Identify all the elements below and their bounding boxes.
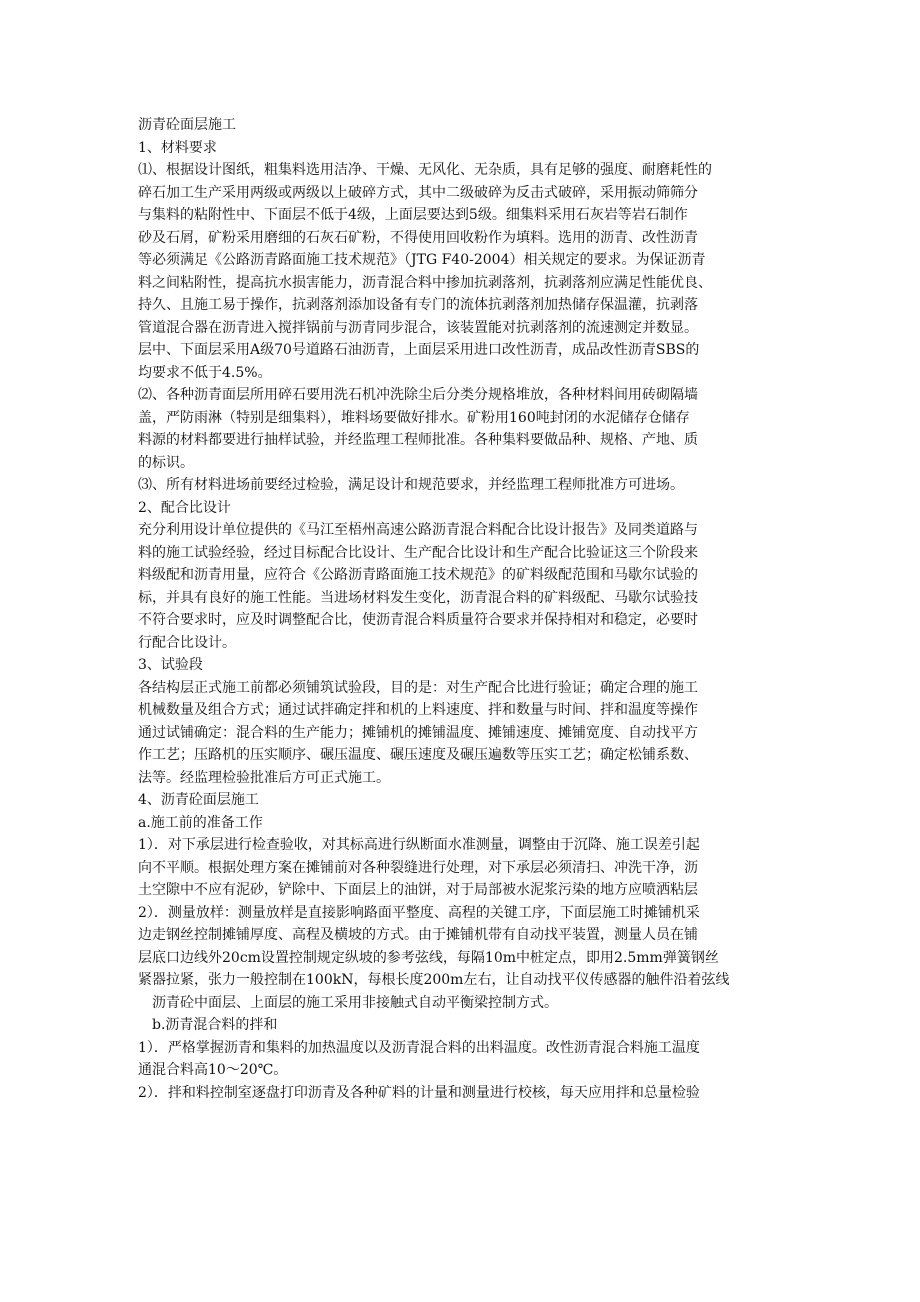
- paragraph-line: ⑴、根据设计图纸，粗集料选用洁净、干燥、无风化、无杂质，具有足够的强度、耐磨耗性的: [138, 162, 712, 178]
- document-body: [138, 114, 786, 1174]
- paragraph-line: 各结构层正式施工前都必须铺筑试验段，目的是：对生产配合比进行验证；确定合理的施工: [138, 679, 698, 696]
- paragraph-line: 充分利用设计单位提供的《马江至梧州高速公路沥青混合料配合比设计报告》及同类道路与: [138, 522, 698, 538]
- paragraph-line: 的标识。: [138, 454, 194, 471]
- paragraph-line: 料的施工试验经验，经过目标配合比设计、生产配合比设计和生产配合比验证这三个阶段来: [138, 544, 698, 561]
- subheading-mixing: b.沥青混合料的拌和: [152, 1017, 278, 1033]
- paragraph-line: 2）．测量放样：测量放样是直接影响路面平整度、高程的关键工序，下面层施工时摊铺机采: [138, 904, 700, 921]
- paragraph-line: 土空隙中不应有泥砂，铲除中、下面层上的油饼，对于局部被水泥浆污染的地方应喷洒粘层: [138, 882, 698, 898]
- paragraph-line: 1）．严格掌握沥青和集料的加热温度以及沥青混合料的出料温度。改性沥青混合料施工温度: [138, 1039, 700, 1056]
- paragraph-line: 料级配和沥青用量，应符合《公路沥青路面施工技术规范》的矿料级配范围和马歇尔试验的: [138, 567, 698, 583]
- paragraph-line: 通混合料高10～20℃。: [138, 1062, 288, 1078]
- section-heading-mix-design: 2、配合比设计: [138, 499, 231, 516]
- section-heading-surface-construction: 4、沥青砼面层施工: [138, 792, 259, 808]
- paragraph-line: 1）．对下承层进行检查验收，对其标高进行纵断面水准测量，调整由于沉降、施工误差引起: [138, 837, 700, 853]
- doc-title: 沥青砼面层施工: [138, 117, 236, 133]
- paragraph-line: 持久、且施工易于操作，抗剥落剂添加设备有专门的流体抗剥落剂加热储存保温灌，抗剥落: [138, 297, 698, 313]
- paragraph-line: 料之间粘附性，提高抗水损害能力，沥青混合料中掺加抗剥落剂，抗剥落剂应满足性能优良、: [138, 274, 712, 291]
- paragraph-line: 2）．拌和料控制室逐盘打印沥青及各种矿料的计量和测量进行校核，每天应用拌和总量检验: [138, 1084, 700, 1101]
- paragraph-line: 等必须满足《公路沥青路面施工技术规范》（JTG F40-2004）相关规定的要求。为保证沥青: [138, 252, 706, 268]
- paragraph-line: 法等。经监理检验批准后方可正式施工。: [138, 769, 390, 786]
- section-heading-materials: 1、材料要求: [138, 139, 217, 156]
- paragraph-line: 不符合要求时，应及时调整配合比，使沥青混合料质量符合要求并保持相对和稳定，必要时: [138, 612, 698, 628]
- paragraph-line: 均要求不低于4.5%。: [138, 364, 272, 381]
- section-heading-trial-section: 3、试验段: [138, 657, 203, 673]
- paragraph-line: 沥青砼中面层、上面层的施工采用非接触式自动平衡梁控制方式。: [152, 994, 558, 1011]
- paragraph-line: ⑵、各种沥青面层所用碎石要用洗石机冲洗除尘后分类分规格堆放，各种材料间用砖砌隔墙: [138, 387, 698, 403]
- paragraph-line: 管道混合器在沥青进入搅拌锅前与沥青同步混合，该装置能对抗剥落剂的流速测定并数显。: [138, 319, 698, 336]
- paragraph-line: 碎石加工生产采用两级或两级以上破碎方式，其中二级破碎为反击式破碎，采用振动筛筛分: [138, 184, 698, 201]
- subheading-preparation: a.施工前的准备工作: [138, 814, 263, 831]
- paragraph-line: 层中、下面层采用A级70号道路石油沥青，上面层采用进口改性沥青，成品改性沥青SBS的: [138, 342, 700, 358]
- paragraph-line: 标，并具有良好的施工性能。当进场材料发生变化，沥青混合料的矿料级配、马歇尔试验技: [138, 589, 698, 606]
- paragraph-line: 料源的材料都要进行抽样试验，并经监理工程师批准。各种集料要做品种、规格、产地、质: [138, 432, 698, 448]
- paragraph-line: 盖，严防雨淋（特别是细集料），堆料场要做好排水。矿粉用160吨封闭的水泥储存仓储存: [138, 409, 690, 426]
- paragraph-line: 机械数量及组合方式；通过试拌确定拌和机的上料速度、拌和数量与时间、拌和温度等操作: [138, 702, 698, 718]
- paragraph-line: 作工艺；压路机的压实顺序、碾压温度、碾压速度及碾压遍数等压实工艺；确定松铺系数、: [138, 747, 698, 763]
- paragraph-line: 与集料的粘附性中、下面层不低于4级，上面层要达到5级。细集料采用石灰岩等岩石制作: [138, 207, 688, 223]
- paragraph-line: 层底口边线外20cm设置控制规定纵坡的参考弦线，每隔10m中桩定点，即用2.5mm弹簧钢丝: [138, 949, 719, 966]
- paragraph-line: 通过试铺确定：混合料的生产能力；摊铺机的摊铺温度、摊铺速度、摊铺宽度、自动找平方: [138, 724, 698, 741]
- paragraph-line: 向不平顺。根据处理方案在摊铺前对各种裂缝进行处理，对下承层必须清扫、冲洗干净，沥: [138, 859, 698, 876]
- paragraph-line: 行配合比设计。: [138, 634, 236, 651]
- paragraph-line: 砂及石屑，矿粉采用磨细的石灰石矿粉，不得使用回收粉作为填料。选用的沥青、改性沥青: [138, 229, 698, 246]
- paragraph-line: ⑶、所有材料进场前要经过检验，满足设计和规范要求，并经监理工程师批准方可进场。: [138, 477, 684, 493]
- paragraph-line: 边走钢丝控制摊铺厚度、高程及横坡的方式。由于摊铺机带有自动找平装置，测量人员在铺: [138, 927, 698, 943]
- paragraph-line: 紧器拉紧，张力一般控制在100kN，每根长度200m左右，让自动找平仪传感器的触件沿着弦线: [138, 972, 730, 988]
